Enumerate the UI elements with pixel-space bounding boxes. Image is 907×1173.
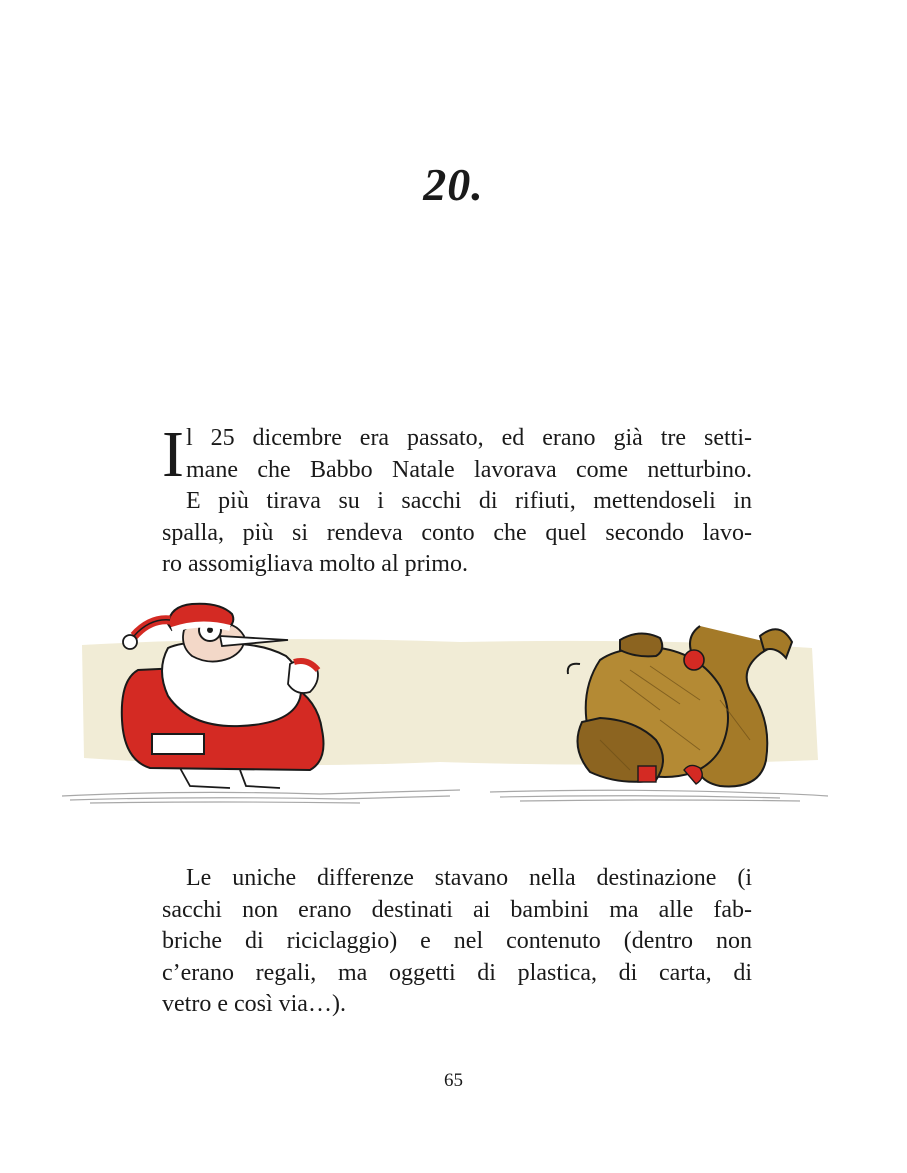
text-line: spalla, più si rendeva conto che quel secondo lavo- bbox=[162, 519, 752, 546]
paragraph-2 bbox=[162, 863, 752, 1021]
text-line: mane che Babbo Natale lavorava come netturbino. bbox=[186, 456, 752, 483]
ground-scribble bbox=[62, 790, 828, 803]
text-line: c’erano regali, ma oggetti di plastica, di carta, di bbox=[162, 959, 752, 986]
text-line: ro assomigliava molto al primo. bbox=[162, 551, 468, 577]
text-line: l 25 dicembre era passato, ed erano già tre setti- bbox=[186, 425, 752, 451]
drop-cap: I bbox=[162, 418, 184, 491]
text-line: Le uniche differenze stavano nella destinazione (i bbox=[186, 865, 752, 891]
text-line: sacchi non erano destinati ai bambini ma alle fab- bbox=[162, 896, 752, 923]
chapter-number: 20. bbox=[423, 159, 484, 210]
text-line: E più tirava su i sacchi di rifiuti, mettendoseli in bbox=[186, 488, 752, 514]
santa-figure bbox=[122, 604, 324, 788]
santa-and-sacks-illustration bbox=[60, 600, 830, 815]
text-line: vetro e così via…). bbox=[162, 991, 346, 1017]
paragraph-1 bbox=[162, 418, 752, 581]
text-line: briche di riciclaggio) e nel contenuto (dentro non bbox=[162, 928, 752, 954]
page-number: 65 bbox=[444, 1070, 463, 1091]
